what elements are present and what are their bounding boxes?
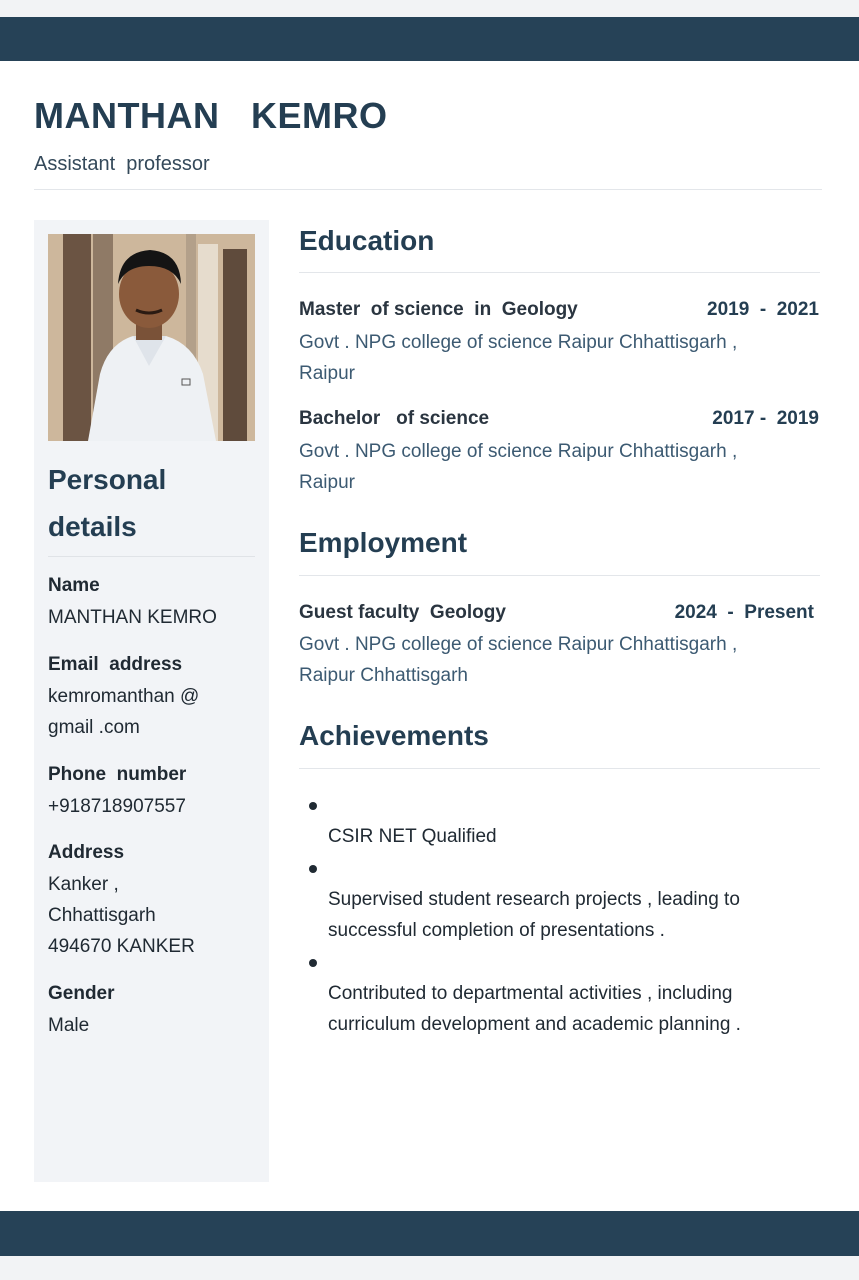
achievement-item — [300, 790, 800, 852]
job-title: Assistant professor — [34, 153, 210, 175]
achievements-divider — [299, 768, 820, 769]
candidate-name: MANTHAN KEMRO — [34, 95, 388, 136]
achievements-heading: Achievements — [299, 720, 489, 751]
education-divider — [299, 272, 820, 273]
achievements-list — [300, 790, 800, 1041]
achievement-text: CSIR NET Qualified — [328, 826, 497, 847]
education-institution: Govt . NPG college of science Raipur Chhattisgarh , Raipur — [299, 441, 738, 493]
email-value: kemromanthan @ gmail .com — [48, 686, 200, 738]
achievement-item — [300, 947, 800, 1040]
education-heading: Education — [299, 225, 435, 256]
bottom-banner — [0, 1211, 859, 1256]
name-value: MANTHAN KEMRO — [48, 607, 217, 628]
phone-value: +918718907557 — [48, 796, 186, 817]
address-label: Address — [48, 842, 125, 863]
personal-details-heading: Personal details — [48, 464, 167, 542]
name-label: Name — [48, 575, 100, 596]
sidebar-divider — [48, 556, 255, 557]
education-dates: 2017 - 2019 — [712, 408, 819, 429]
bullet-icon — [309, 865, 317, 873]
email-label: Email address — [48, 654, 183, 675]
education-degree: Bachelor of science — [299, 408, 490, 429]
education-institution: Govt . NPG college of science Raipur Chhattisgarh , Raipur — [299, 332, 738, 384]
bullet-icon — [309, 959, 317, 967]
resume-page — [0, 61, 859, 1211]
employment-role: Guest faculty Geology — [299, 602, 506, 623]
gender-value: Male — [48, 1015, 90, 1036]
top-banner — [0, 17, 859, 61]
profile-photo — [48, 234, 255, 441]
achievement-text: Supervised student research projects , leading to successful completion of presentations . — [328, 889, 740, 941]
education-dates: 2019 - 2021 — [707, 299, 819, 320]
employment-heading: Employment — [299, 527, 468, 558]
profile-photo-illustration — [48, 234, 255, 441]
gender-label: Gender — [48, 983, 115, 1004]
address-value: Kanker , Chhattisgarh 494670 KANKER — [48, 874, 195, 957]
sidebar — [34, 220, 269, 1182]
employment-dates: 2024 - Present — [674, 602, 814, 623]
achievement-text: Contributed to departmental activities , including curriculum development and academic planning . — [328, 983, 741, 1035]
phone-label: Phone number — [48, 764, 187, 785]
bullet-icon — [309, 802, 317, 810]
employment-divider — [299, 575, 820, 576]
header-divider — [34, 189, 822, 190]
achievement-item — [300, 853, 800, 946]
education-degree: Master of science in Geology — [299, 299, 578, 320]
employment-institution: Govt . NPG college of science Raipur Chhattisgarh , Raipur Chhattisgarh — [299, 634, 738, 686]
